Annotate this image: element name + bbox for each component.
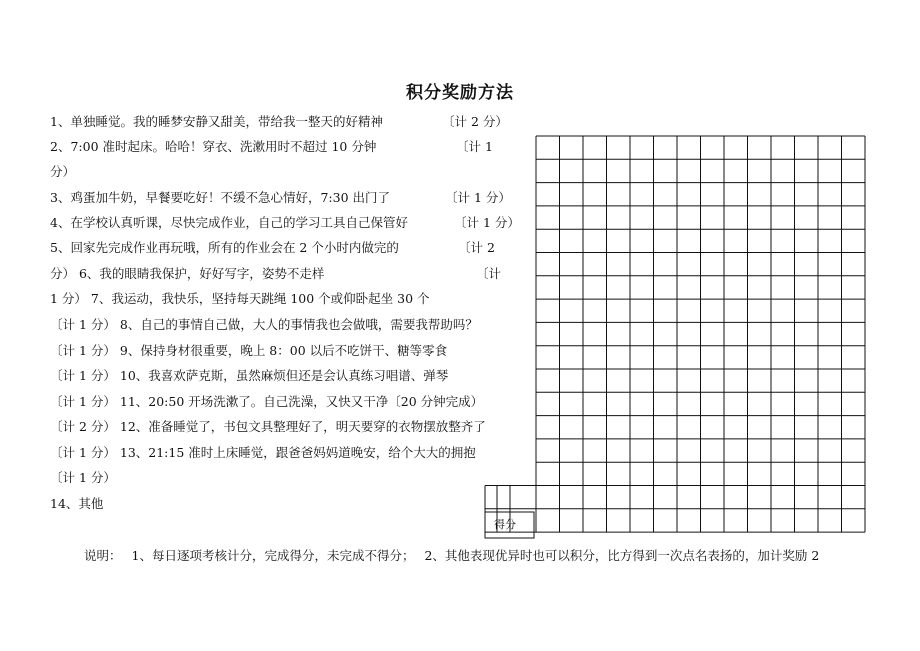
rule-line-7: 分） 6、我的眼睛我保护，好好写字，姿势不走样 (50, 266, 325, 281)
rule-line-13: 〔计 2 分） 12、准备睡觉了，书包文具整理好了，明天要穿的衣物摆放整齐了 (50, 419, 486, 434)
rule-line-11: 〔计 1 分） 10、我喜欢萨克斯，虽然麻烦但还是会认真练习唱谱、弹琴 (50, 368, 449, 383)
note-item-1: 1、每日逐项考核计分，完成得分，未完成不得分； (131, 548, 415, 563)
rule-line-3: 分） (50, 164, 76, 179)
rule-line-9: 〔计 1 分） 8、自己的事情自己做，大人的事情我也会做哦，需要我帮助吗？ (50, 317, 478, 332)
rule-line-4: 3、鸡蛋加牛奶，早餐要吃好！不缓不急心情好，7:30 出门了 (50, 190, 390, 205)
points-label-4: 〔计 1 分） (454, 215, 520, 230)
rule-line-8: 1 分） 7、我运动，我快乐，坚持每天跳绳 100 个或仰卧起坐 30 个 (50, 291, 430, 306)
rule-line-2: 2、7:00 准时起床。哈哈！穿衣、洗漱用时不超过 10 分钟 (50, 139, 377, 154)
rule-line-12: 〔计 1 分） 11、20:50 开场洗漱了。自己洗澡，又快又干净〔20 分钟完成） (50, 394, 484, 409)
rule-line-15: 〔计 1 分） (50, 470, 116, 485)
points-label-6: 〔计 (476, 266, 502, 281)
rule-line-16: 14、其他 (50, 496, 104, 511)
score-label: 得分 (494, 518, 516, 531)
page-title: 积分奖励方法 (406, 83, 514, 103)
note-line (84, 548, 825, 564)
rule-line-14: 〔计 1 分） 13、21:15 准时上床睡觉，跟爸爸妈妈道晚安，给个大大的拥抱 (50, 445, 476, 460)
rule-line-5: 4、在学校认真听课，尽快完成作业，自己的学习工具自己保管好 (50, 215, 408, 230)
points-label-2: 〔计 1 (456, 139, 493, 154)
rule-line-10: 〔计 1 分） 9、保持身材很重要，晚上 8：00 以后不吃饼干、糖等零食 (50, 343, 448, 358)
note-item-2: 2、其他表现优异时也可以积分，比方得到一次点名表扬的，加计奖励 2 (424, 548, 820, 563)
note-label: 说明： (84, 548, 122, 563)
points-label-1: 〔计 2 分） (442, 114, 508, 129)
rule-line-6: 5、回家先完成作业再玩哦，所有的作业会在 2 个小时内做完的 (50, 240, 399, 255)
points-label-5: 〔计 2 (458, 240, 495, 255)
points-label-3: 〔计 1 分） (445, 190, 511, 205)
rule-line-1: 1、单独睡觉。我的睡梦安静又甜美，带给我一整天的好精神 (50, 114, 383, 129)
